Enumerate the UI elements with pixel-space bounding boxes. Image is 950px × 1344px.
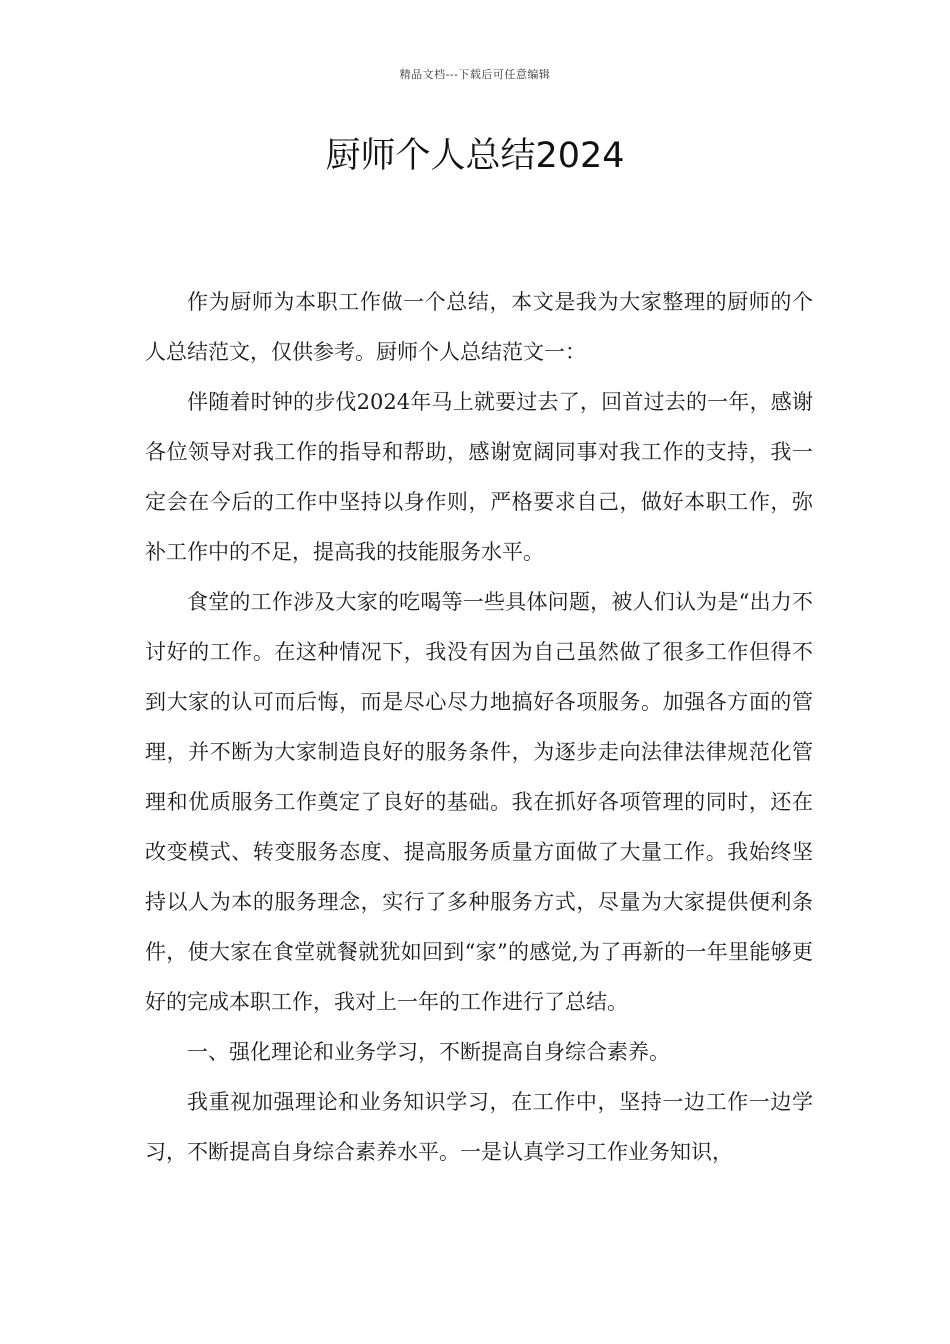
paragraph-canteen-work: 食堂的工作涉及大家的吃喝等一些具体问题，被人们认为是“出力不讨好的工作。在这种情况下，我没有因为自己虽然做了很多工作但得不到大家的认可而后悔，而是尽心尽力地搞好各项服务。加强各方面的管理，并不断为大家制造良好的服务条件，为逐步走向法律法律规范化管理和优质服务工作奠定了良好的基础。我在抓好各项管理的同时，还在改变模式、转变服务态度、提高服务质量方面做了大量工作。我始终坚持以人为本的服务理念，实行了多种服务方式，尽量为大家提供便利条件，使大家在食堂就餐就犹如回到“家”的感觉,为了再新的一年里能够更好的完成本职工作，我对上一年的工作进行了总结。	[145, 590, 813, 1014]
header-note: 精品文档---下载后可任意编辑	[399, 68, 551, 81]
paragraph-study: 我重视加强理论和业务知识学习，在工作中，坚持一边工作一边学习，不断提高自身综合素养水平。一是认真学习工作业务知识，	[145, 1090, 813, 1164]
document-body	[145, 277, 813, 1177]
paragraph-intro: 作为厨师为本职工作做一个总结，本文是我为大家整理的厨师的个人总结范文，仅供参考。厨师个人总结范文一：	[145, 290, 813, 364]
paragraph-year-review: 伴随着时钟的步伐2024年马上就要过去了，回首过去的一年，感谢各位领导对我工作的指导和帮助，感谢宽阔同事对我工作的支持，我一定会在今后的工作中坚持以身作则，严格要求自己，做好本职工作，弥补工作中的不足，提高我的技能服务水平。	[145, 390, 813, 564]
section-heading-1: 一、强化理论和业务学习，不断提高自身综合素养。	[187, 1040, 670, 1064]
document-title: 厨师个人总结2024	[325, 136, 625, 176]
